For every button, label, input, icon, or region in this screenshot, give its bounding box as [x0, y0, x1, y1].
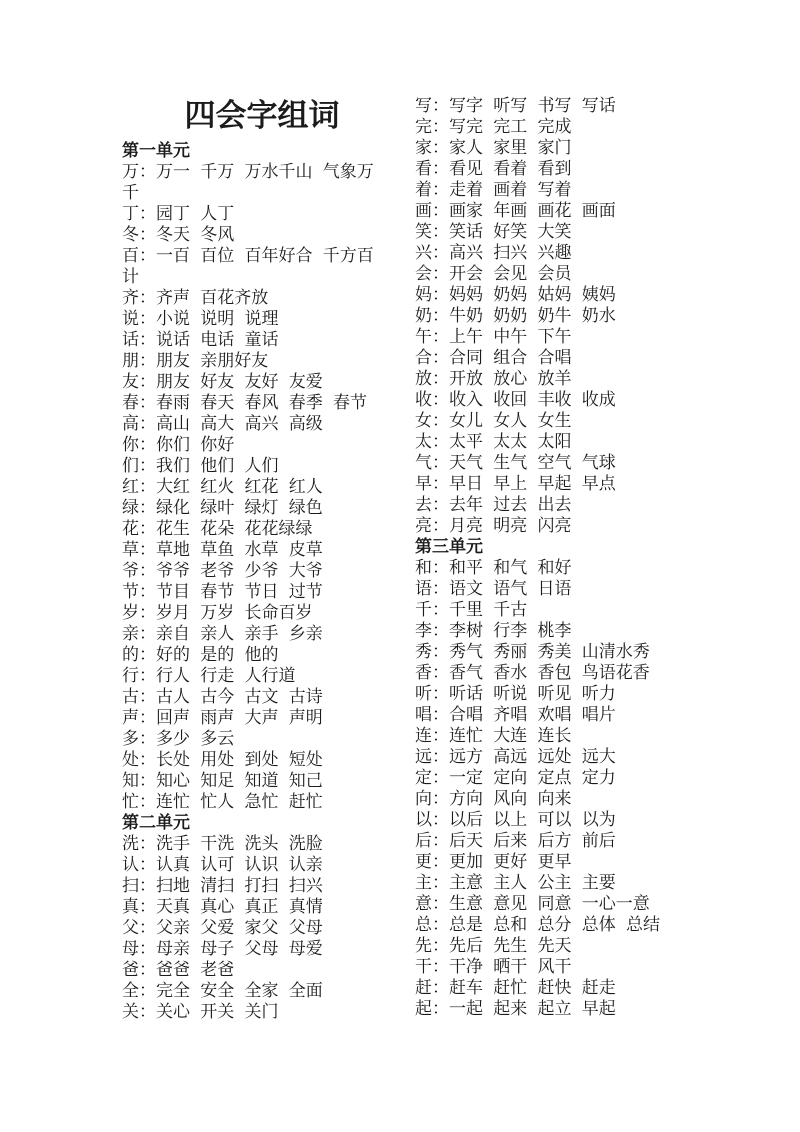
entry-line: 写：写字 听写 书写 写话 — [415, 96, 616, 115]
entry-line: 高：高山 高大 高兴 高级 — [122, 414, 323, 433]
entry-line: 完：写完 完工 完成 — [415, 117, 572, 136]
entry-line: 千：千里 千古 — [415, 600, 528, 619]
entry-line: 干：干净 晒干 风干 — [415, 957, 572, 976]
entry-line: 放：开放 放心 放羊 — [415, 369, 572, 388]
section-heading: 第二单元 — [122, 813, 190, 832]
entry-line: 看：看见 看着 看到 — [415, 159, 572, 178]
entry-line: 意：生意 意见 同意 一心一意 — [415, 894, 650, 913]
entry-line: 妈：妈妈 奶妈 姑妈 姨妈 — [415, 285, 616, 304]
entry-line: 爷：爷爷 老爷 少爷 大爷 — [122, 561, 323, 580]
entry-line: 早：早日 早上 早起 早点 — [415, 474, 616, 493]
entry-line: 洗：洗手 干洗 洗头 洗脸 — [122, 834, 323, 853]
entry-line: 千 — [122, 183, 139, 202]
entry-line: 认：认真 认可 认识 认亲 — [122, 855, 323, 874]
entry-line: 扫：扫地 清扫 打扫 扫兴 — [122, 876, 323, 895]
entry-line: 亮：月亮 明亮 闪亮 — [415, 516, 572, 535]
entry-line: 的：好的 是的 他的 — [122, 645, 279, 664]
entry-line: 节：节目 春节 节日 过节 — [122, 582, 323, 601]
entry-line: 向：方向 风向 向来 — [415, 789, 572, 808]
entry-line: 爸：爸爸 老爸 — [122, 960, 235, 979]
entry-line: 父：父亲 父爱 家父 父母 — [122, 918, 323, 937]
entry-line: 起：一起 起来 起立 早起 — [415, 999, 616, 1018]
entry-line: 声：回声 雨声 大声 声明 — [122, 708, 323, 727]
entry-line: 午：上午 中午 下午 — [415, 327, 572, 346]
section-heading: 第一单元 — [122, 141, 190, 160]
entry-line: 齐：齐声 百花齐放 — [122, 288, 269, 307]
entry-line: 后：后天 后来 后方 前后 — [415, 831, 616, 850]
left-column-rows — [122, 140, 402, 1022]
entry-line: 总：总是 总和 总分 总体 总结 — [415, 915, 660, 934]
entry-line: 笑：笑话 好笑 大笑 — [415, 222, 572, 241]
entry-line: 更：更加 更好 更早 — [415, 852, 572, 871]
entry-line: 丁：园丁 人丁 — [122, 204, 235, 223]
entry-line: 女：女儿 女人 女生 — [415, 411, 572, 430]
entry-line: 家：家人 家里 家门 — [415, 138, 572, 157]
entry-line: 真：天真 真心 真正 真情 — [122, 897, 323, 916]
entry-line: 说：小说 说明 说理 — [122, 309, 279, 328]
entry-line: 万：万一 千万 万水千山 气象万 — [122, 162, 374, 181]
entry-line: 兴：高兴 扫兴 兴趣 — [415, 243, 572, 262]
entry-line: 处：长处 用处 到处 短处 — [122, 750, 323, 769]
entry-line: 红：大红 红火 红花 红人 — [122, 477, 323, 496]
entry-line: 春：春雨 春天 春风 春季 春节 — [122, 393, 367, 412]
entry-line: 百：一百 百位 百年好合 千方百 — [122, 246, 374, 265]
entry-line: 秀：秀气 秀丽 秀美 山清水秀 — [415, 642, 650, 661]
entry-line: 太：太平 太太 太阳 — [415, 432, 572, 451]
entry-line: 唱：合唱 齐唱 欢唱 唱片 — [415, 705, 616, 724]
entry-line: 语：语文 语气 日语 — [415, 579, 572, 598]
entry-line: 冬：冬天 冬风 — [122, 225, 235, 244]
entry-line: 香：香气 香水 香包 鸟语花香 — [415, 663, 650, 682]
entry-line: 忙：连忙 忙人 急忙 赶忙 — [122, 792, 323, 811]
entry-line: 奶：牛奶 奶奶 奶牛 奶水 — [415, 306, 616, 325]
entry-line: 绿：绿化 绿叶 绿灯 绿色 — [122, 498, 323, 517]
entry-line: 话：说话 电话 童话 — [122, 330, 279, 349]
page-title: 四会字组词 — [184, 98, 340, 133]
entry-line: 和：和平 和气 和好 — [415, 558, 572, 577]
entry-line: 画：画家 年画 画花 画面 — [415, 201, 616, 220]
entry-line: 收：收入 收回 丰收 收成 — [415, 390, 616, 409]
entry-line: 草：草地 草鱼 水草 皮草 — [122, 540, 323, 559]
entry-line: 你：你们 你好 — [122, 435, 235, 454]
entry-line: 定：一定 定向 定点 定力 — [415, 768, 616, 787]
right-column-rows — [415, 95, 795, 1019]
entry-line: 李：李树 行李 桃李 — [415, 621, 572, 640]
entry-line: 远：远方 高远 远处 远大 — [415, 747, 616, 766]
entry-line: 连：连忙 大连 连长 — [415, 726, 572, 745]
entry-line: 会：开会 会见 会员 — [415, 264, 572, 283]
entry-line: 赶：赶车 赶忙 赶快 赶走 — [415, 978, 616, 997]
entry-line: 知：知心 知足 知道 知己 — [122, 771, 323, 790]
section-heading: 第三单元 — [415, 537, 483, 556]
entry-line: 朋：朋友 亲朋好友 — [122, 351, 269, 370]
entry-line: 行：行人 行走 人行道 — [122, 666, 296, 685]
entry-line: 全：完全 安全 全家 全面 — [122, 981, 323, 1000]
right-column — [415, 95, 795, 1019]
entry-line: 以：以后 以上 可以 以为 — [415, 810, 616, 829]
entry-line: 计 — [122, 267, 139, 286]
entry-line: 气：天气 生气 空气 气球 — [415, 453, 616, 472]
entry-line: 合：合同 组合 合唱 — [415, 348, 572, 367]
entry-line: 母：母亲 母子 父母 母爱 — [122, 939, 323, 958]
entry-line: 主：主意 主人 公主 主要 — [415, 873, 616, 892]
entry-line: 友：朋友 好友 友好 友爱 — [122, 372, 323, 391]
entry-line: 先：先后 先生 先天 — [415, 936, 572, 955]
entry-line: 多：多少 多云 — [122, 729, 235, 748]
left-column — [122, 92, 402, 1022]
entry-line: 去：去年 过去 出去 — [415, 495, 572, 514]
entry-line: 亲：亲自 亲人 亲手 乡亲 — [122, 624, 323, 643]
entry-line: 花：花生 花朵 花花绿绿 — [122, 519, 313, 538]
entry-line: 关：关心 开关 关门 — [122, 1002, 279, 1021]
entry-line: 古：古人 古今 古文 古诗 — [122, 687, 323, 706]
entry-line: 们：我们 他们 人们 — [122, 456, 279, 475]
entry-line: 岁：岁月 万岁 长命百岁 — [122, 603, 313, 622]
entry-line: 着：走着 画着 写着 — [415, 180, 572, 199]
entry-line: 听：听话 听说 听见 听力 — [415, 684, 616, 703]
